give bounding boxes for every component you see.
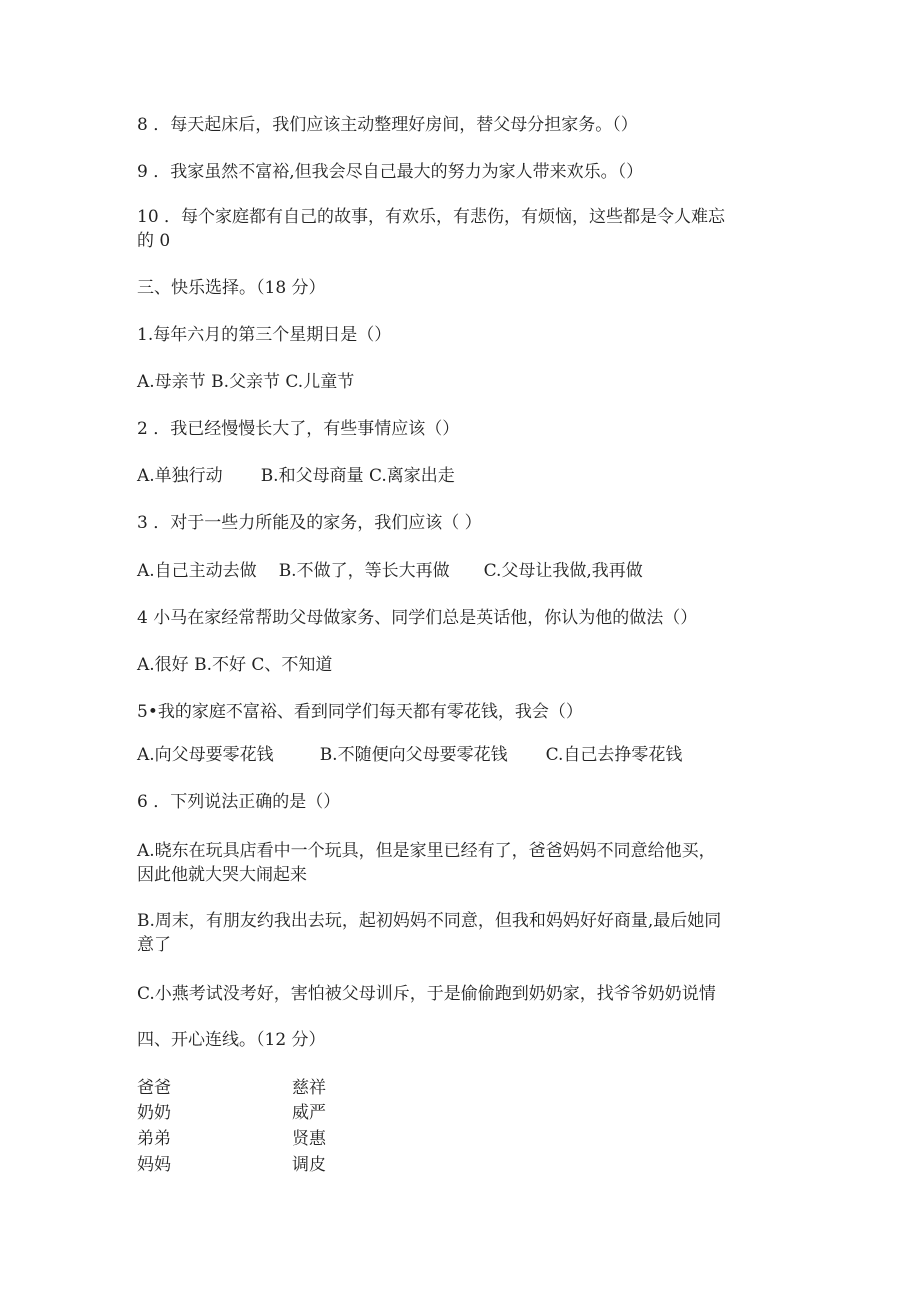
question-5-option-c: C.自己去挣零花钱	[545, 745, 683, 765]
question-2: 2 ．我已经慢慢长大了，有些事情应该（）	[137, 419, 460, 439]
match-right-3: 贤惠	[292, 1129, 326, 1149]
question-3-option-a: A.自己主动去做	[137, 561, 257, 581]
match-left-1: 爸爸	[137, 1078, 171, 1098]
question-2-option-bc: B.和父母商量 C.离家出走	[260, 466, 455, 486]
question-1: 1.每年六月的第三个星期日是（）	[137, 325, 392, 345]
question-4-options: A.很好 B.不好 C、不知道	[137, 655, 333, 675]
match-right-2: 威严	[292, 1103, 326, 1123]
match-left-2: 奶奶	[137, 1103, 171, 1123]
match-left-4: 妈妈	[137, 1155, 171, 1175]
question-6: 6 ．下列说法正确的是（）	[137, 792, 341, 812]
question-3-option-b: B.不做了，等长大再做	[278, 561, 450, 581]
question-2-options	[137, 465, 455, 487]
question-6-option-c: C.小燕考试没考好，害怕被父母训斥，于是偷偷跑到奶奶家，找爷爷奶奶说情	[137, 984, 716, 1004]
question-3-option-c: C.父母让我做,我再做	[483, 561, 643, 581]
question-1-options: A.母亲节 B.父亲节 C.儿童节	[137, 372, 355, 392]
tf-item-10: 10 ．每个家庭都有自己的故事，有欢乐，有悲伤，有烦恼，这些都是令人难忘	[137, 207, 726, 227]
section-3-heading: 三、快乐选择。（18 分）	[137, 278, 326, 298]
question-5-option-a: A.向父母要零花钱	[137, 745, 274, 765]
question-5: 5•我的家庭不富裕、看到同学们每天都有零花钱，我会（）	[137, 702, 583, 722]
question-3-options	[137, 560, 643, 582]
question-6-option-b-line1: B.周末，有朋友约我出去玩，起初妈妈不同意，但我和妈妈好好商量,最后她同	[137, 911, 722, 931]
section-4-heading: 四、开心连线。（12 分）	[137, 1030, 326, 1050]
question-6-option-b-line2: 意了	[137, 935, 171, 955]
tf-item-8: 8 ．每天起床后，我们应该主动整理好房间，替父母分担家务。（）	[137, 115, 638, 135]
question-2-option-a: A.单独行动	[137, 466, 223, 486]
question-4: 4 小马在家经常帮助父母做家务、同学们总是英话他，你认为他的做法（）	[137, 608, 698, 628]
tf-item-9: 9 ．我家虽然不富裕,但我会尽自己最大的努力为家人带来欢乐。（）	[137, 162, 644, 182]
match-left-3: 弟弟	[137, 1129, 171, 1149]
question-3: 3 ．对于一些力所能及的家务，我们应该（ ）	[137, 513, 482, 533]
tf-item-10-continued: 的 0	[137, 231, 171, 251]
match-right-1: 慈祥	[292, 1078, 326, 1098]
question-5-option-b: B.不随便向父母要零花钱	[319, 745, 508, 765]
match-right-4: 调皮	[292, 1155, 326, 1175]
question-5-options	[137, 744, 682, 766]
question-6-option-a-line2: 因此他就大哭大闹起来	[137, 865, 307, 885]
question-6-option-a-line1: A.晓东在玩具店看中一个玩具，但是家里已经有了，爸爸妈妈不同意给他买，	[137, 841, 716, 861]
